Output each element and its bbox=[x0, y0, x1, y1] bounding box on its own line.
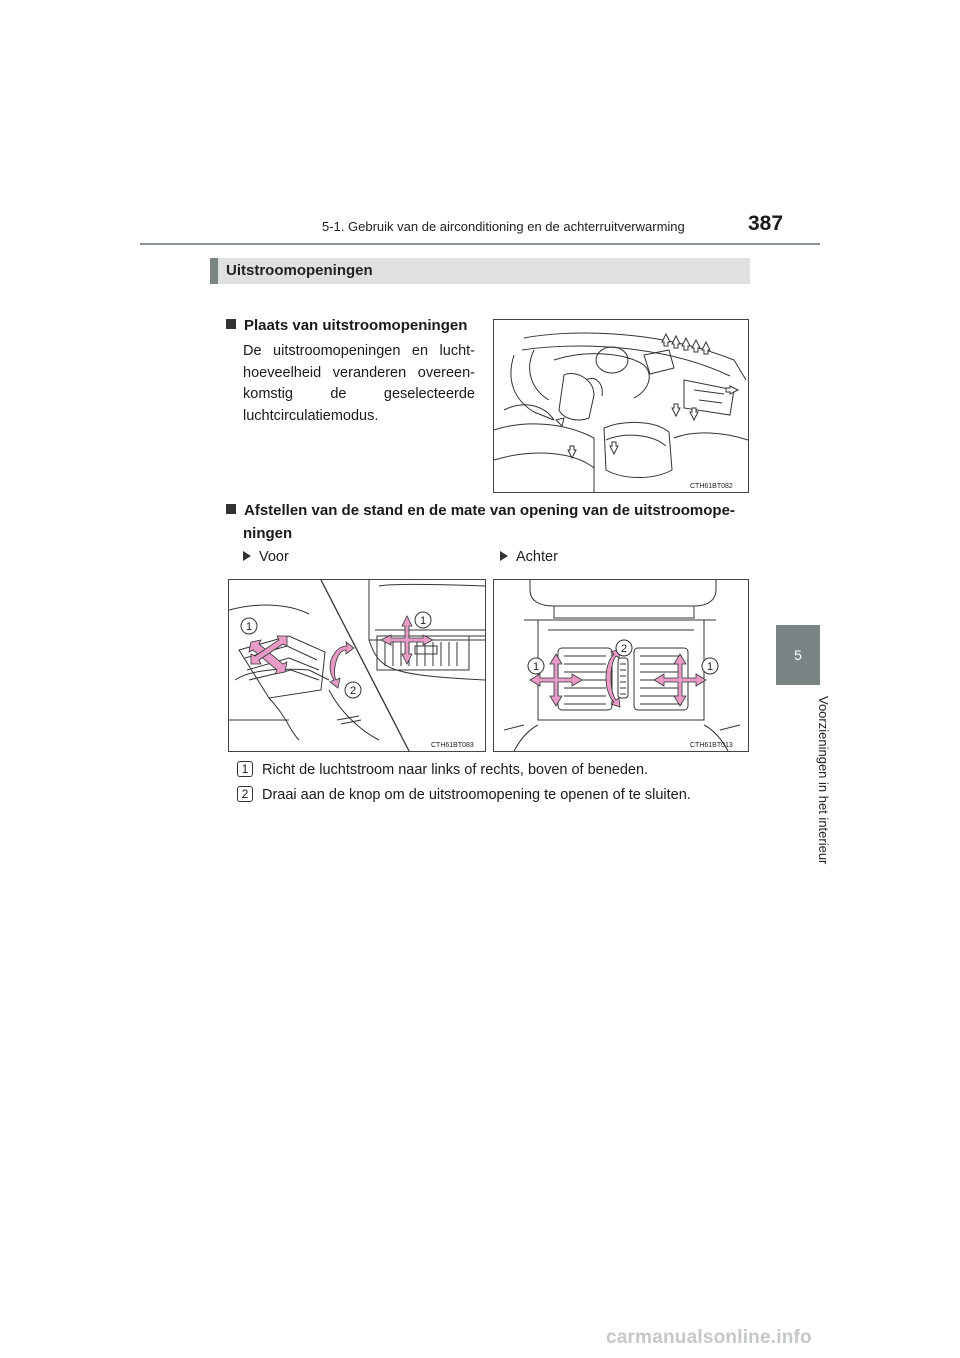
section-band bbox=[210, 258, 750, 284]
section-band-title: Uitstroomopeningen bbox=[226, 262, 373, 279]
rear-figure-code: CTH61BT013 bbox=[690, 742, 733, 749]
front-callout-2: 2 bbox=[349, 685, 357, 697]
legend-item-1 bbox=[237, 761, 648, 778]
location-line-3: komstig de geselecteerde bbox=[243, 386, 475, 402]
page-number: 387 bbox=[748, 212, 784, 235]
adjust-heading bbox=[226, 499, 756, 545]
rear-vents-illustration bbox=[494, 580, 748, 751]
header-rule bbox=[140, 243, 820, 245]
front-label bbox=[243, 549, 289, 565]
front-figure-code: CTH61BT083 bbox=[431, 742, 474, 749]
chapter-label: Voorzieningen in het interieur bbox=[816, 695, 831, 865]
front-callout-1a: 1 bbox=[245, 621, 253, 633]
legend-text-1: Richt de luchtstroom naar links of rechts, boven of beneden. bbox=[262, 762, 649, 778]
front-callout-1b: 1 bbox=[419, 615, 427, 627]
rear-vents-figure bbox=[493, 579, 749, 752]
legend-number-2: 2 bbox=[237, 786, 253, 802]
rear-callout-2: 2 bbox=[620, 643, 628, 655]
location-line-2: hoeveelheid veranderen overeen- bbox=[243, 364, 475, 381]
rear-label bbox=[500, 549, 558, 565]
location-heading-text: Plaats van uitstroomopeningen bbox=[244, 317, 468, 334]
square-bullet-icon bbox=[226, 504, 236, 514]
legend-item-2 bbox=[237, 786, 691, 803]
location-figure-code: CTH61BT082 bbox=[690, 483, 733, 490]
adjust-heading-line-1: Afstellen van de stand en de mate van opening van de uitstroomope- bbox=[244, 502, 735, 519]
chapter-number: 5 bbox=[794, 647, 802, 663]
triangle-bullet-icon bbox=[243, 551, 251, 561]
section-title: 5-1. Gebruik van de airconditioning en de achterruitverwarming bbox=[322, 219, 685, 234]
interior-illustration bbox=[494, 320, 748, 492]
square-bullet-icon bbox=[226, 319, 236, 329]
chapter-tab bbox=[776, 625, 820, 685]
location-line-1: De uitstroomopeningen en lucht- bbox=[243, 343, 475, 359]
location-heading bbox=[226, 317, 467, 334]
legend-text-2: Draai aan de knop om de uitstroomopening te openen of te sluiten. bbox=[262, 787, 691, 803]
rear-callout-1b: 1 bbox=[706, 661, 714, 673]
front-label-text: Voor bbox=[259, 549, 289, 565]
interior-vents-figure bbox=[493, 319, 749, 493]
triangle-bullet-icon bbox=[500, 551, 508, 561]
front-vents-illustration bbox=[229, 580, 485, 751]
legend-number-1: 1 bbox=[237, 761, 253, 777]
rear-callout-1a: 1 bbox=[532, 661, 540, 673]
location-line-4: luchtcirculatiemodus. bbox=[243, 407, 379, 424]
location-paragraph bbox=[243, 341, 475, 427]
rear-label-text: Achter bbox=[516, 549, 558, 565]
adjust-heading-line-2: ningen bbox=[243, 525, 293, 542]
front-vents-figure bbox=[228, 579, 486, 752]
watermark: carmanualsonline.info bbox=[606, 1327, 812, 1348]
